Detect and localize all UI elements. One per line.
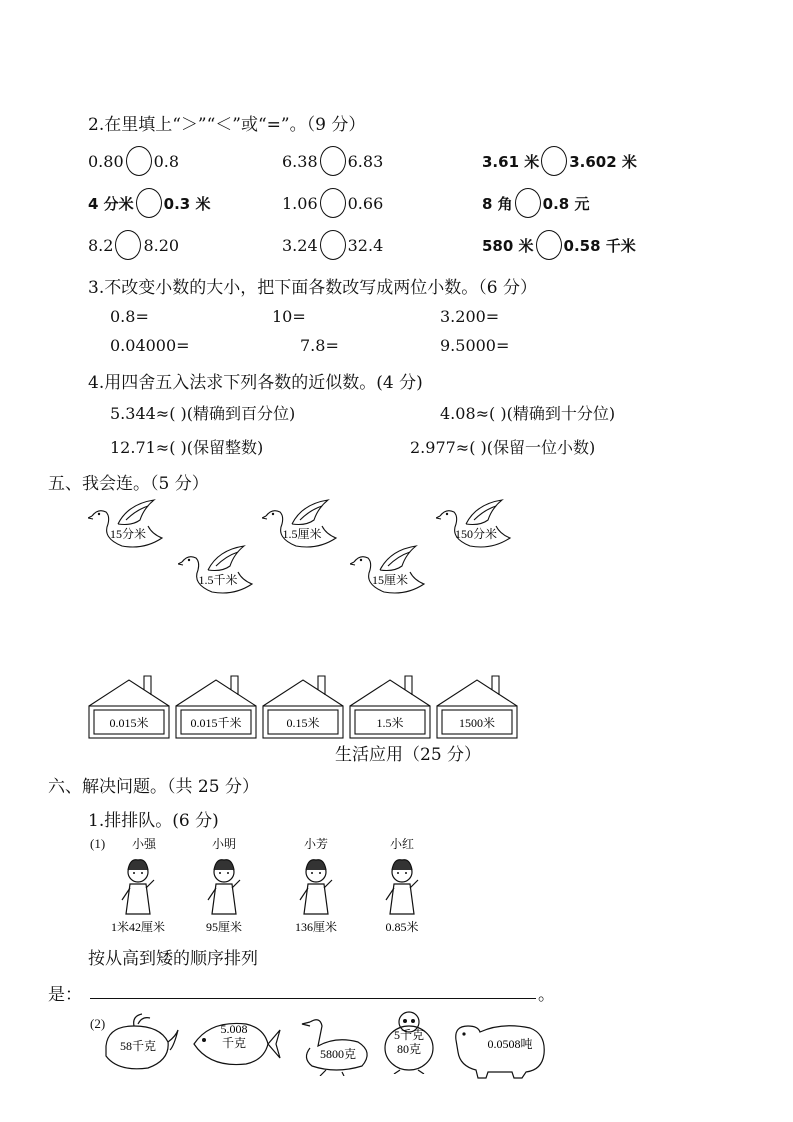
q3-item: 3.200= <box>440 307 500 326</box>
answer-circle[interactable] <box>136 188 162 218</box>
kid-eye <box>405 872 407 874</box>
comparison-item <box>88 146 179 176</box>
comparison-left: 4 分米 <box>88 194 134 213</box>
bird-beak <box>436 516 441 519</box>
whale-card <box>98 1012 180 1076</box>
q4-item: 5.344≈( )(精确到百分位) <box>110 404 296 423</box>
comparison-left: 1.06 <box>282 193 318 213</box>
comparison-left: 8.2 <box>88 235 114 255</box>
kid-name: 小明 <box>211 837 237 851</box>
life-heading: 生活应用（25 分） <box>335 745 482 765</box>
house-card[interactable] <box>262 674 344 740</box>
comparison-item <box>482 146 637 176</box>
comparison-left: 0.80 <box>88 151 124 171</box>
comparison-item <box>282 230 383 260</box>
kid-height: 136厘米 <box>294 920 338 934</box>
q4-title: 4.用四舍五入法求下列各数的近似数。(4 分) <box>88 373 423 393</box>
order-is-label: 是： <box>48 985 82 1005</box>
comparison-left: 6.38 <box>282 151 318 171</box>
house-roof <box>437 680 517 706</box>
comparison-left: 8 角 <box>482 194 513 213</box>
comparison-right: 8.20 <box>143 235 180 255</box>
bird-label: 1.5千米 <box>198 573 238 587</box>
comparison-item <box>482 188 589 218</box>
kid-eye <box>219 872 221 874</box>
q3-item: 0.04000= <box>110 336 190 355</box>
bird-card[interactable] <box>178 544 258 600</box>
whale-tail <box>168 1030 178 1050</box>
comparison-right: 0.8 元 <box>542 194 590 213</box>
answer-circle[interactable] <box>115 230 141 260</box>
house-roof <box>89 680 169 706</box>
house-roof <box>350 680 430 706</box>
kid-arms <box>300 880 332 900</box>
kid-hair <box>128 860 148 870</box>
comparison-right: 0.58 千米 <box>563 236 636 255</box>
house-roof <box>263 680 343 706</box>
hippo-body <box>456 1026 544 1078</box>
bird-label: 15分米 <box>109 527 147 541</box>
order-prompt: 按从高到矮的顺序排列 <box>88 949 258 969</box>
part1-marker: (1) <box>90 836 106 851</box>
comparison-item <box>88 230 179 260</box>
comparison-right: 0.66 <box>347 193 384 213</box>
q3-title: 3.不改变小数的大小，把下面各数改写成两位小数。（6 分） <box>88 278 537 298</box>
q4-item: 4.08≈( )(精确到十分位) <box>440 404 616 423</box>
kid-height: 0.85米 <box>385 920 419 934</box>
kid-eye <box>319 872 321 874</box>
bird-beak <box>88 516 93 519</box>
answer-circle[interactable] <box>320 188 346 218</box>
kid-height: 95厘米 <box>205 920 243 934</box>
kid-height: 1米42厘米 <box>110 920 166 934</box>
house-label: 0.015米 <box>109 716 149 730</box>
wing-feather <box>300 506 322 520</box>
hippo-eye <box>462 1032 465 1035</box>
kid-hair <box>214 860 234 870</box>
order-end: 。 <box>538 985 555 1005</box>
q4-item: 2.977≈( )(保留一位小数) <box>410 438 596 457</box>
house-card[interactable] <box>436 674 518 740</box>
comparison-item <box>282 188 383 218</box>
bird-label: 15厘米 <box>371 573 409 587</box>
wing-feather <box>474 506 496 520</box>
house-label: 1.5米 <box>376 716 404 730</box>
kid-arms <box>122 880 154 900</box>
kid-hair <box>392 860 412 870</box>
answer-circle[interactable] <box>541 146 567 176</box>
fish-tail <box>268 1030 280 1058</box>
q3-item: 10= <box>272 307 306 326</box>
bird-card[interactable] <box>262 498 342 554</box>
bird-label: 150分米 <box>454 527 498 541</box>
kid-card <box>98 834 178 934</box>
q3-item: 7.8= <box>300 336 339 355</box>
bird-eye <box>188 559 190 561</box>
bird-eye <box>98 513 100 515</box>
penguin-card <box>378 1010 440 1074</box>
answer-circle[interactable] <box>536 230 562 260</box>
fish-card <box>190 1012 282 1076</box>
comparison-left: 3.24 <box>282 235 318 255</box>
house-card[interactable] <box>349 674 431 740</box>
goose-body <box>306 1020 367 1070</box>
kid-eye <box>133 872 135 874</box>
comparison-left: 580 米 <box>482 236 534 255</box>
comparison-item <box>282 146 383 176</box>
house-roof <box>176 680 256 706</box>
comparison-right: 0.3 米 <box>163 194 211 213</box>
answer-line[interactable] <box>90 998 536 999</box>
comparison-left: 3.61 米 <box>482 152 540 171</box>
animal-weight: 58千克 <box>119 1039 157 1053</box>
section5-title: 五、我会连。（5 分） <box>48 474 209 494</box>
kid-eye <box>397 872 399 874</box>
house-label: 0.15米 <box>286 716 320 730</box>
bird-card[interactable] <box>350 544 430 600</box>
goose-beak <box>302 1022 310 1026</box>
animal-weight: 0.0508吨 <box>487 1037 533 1051</box>
comparison-item <box>88 188 210 218</box>
kid-hair <box>306 860 326 870</box>
bird-eye <box>360 559 362 561</box>
wing-feather <box>216 552 238 566</box>
q3-item: 9.5000= <box>440 336 510 355</box>
bird-card[interactable] <box>88 498 168 554</box>
bird-beak <box>262 516 267 519</box>
animal-weight: 5千克 80克 <box>393 1028 425 1056</box>
penguin-eye <box>403 1019 407 1023</box>
bird-eye <box>272 513 274 515</box>
answer-circle[interactable] <box>515 188 541 218</box>
comparison-right: 6.83 <box>347 151 384 171</box>
answer-circle[interactable] <box>320 230 346 260</box>
comparison-right: 0.8 <box>153 151 180 171</box>
bird-beak <box>178 562 183 565</box>
bird-card[interactable] <box>436 498 516 554</box>
goose-feet <box>320 1070 344 1076</box>
comparison-right: 3.602 米 <box>569 152 637 171</box>
fish-eye <box>202 1038 206 1042</box>
animal-weight: 5800克 <box>319 1047 357 1061</box>
wing-feather <box>388 552 410 566</box>
kid-name: 小红 <box>389 837 415 851</box>
answer-circle[interactable] <box>126 146 152 176</box>
kid-name: 小强 <box>131 837 157 851</box>
hippo-card <box>452 1016 548 1080</box>
answer-circle[interactable] <box>320 146 346 176</box>
whale-spout <box>134 1014 150 1026</box>
q3-item: 0.8= <box>110 307 149 326</box>
q1-title: 1.排排队。(6 分) <box>88 811 219 831</box>
bird-label: 1.5厘米 <box>282 527 322 541</box>
q2-title: 2.在里填上“＞”“＜”或“=”。（9 分） <box>88 115 366 135</box>
q4-item: 12.71≈( )(保留整数) <box>110 438 264 457</box>
kid-card <box>276 834 356 934</box>
kid-card <box>362 834 442 934</box>
comparison-item <box>482 230 636 260</box>
house-card[interactable] <box>88 674 170 740</box>
goose-card <box>296 1012 376 1076</box>
house-label: 0.015千米 <box>190 716 242 730</box>
comparison-right: 32.4 <box>347 235 384 255</box>
bird-eye <box>446 513 448 515</box>
house-label: 1500米 <box>458 716 496 730</box>
kid-eye <box>311 872 313 874</box>
kid-name: 小芳 <box>303 837 329 851</box>
section6-title: 六、解决问题。（共 25 分） <box>48 777 259 797</box>
bird-beak <box>350 562 355 565</box>
part2-marker: (2) <box>90 1016 106 1031</box>
kid-eye <box>141 872 143 874</box>
kid-eye <box>227 872 229 874</box>
wing-feather <box>126 506 148 520</box>
house-card[interactable] <box>175 674 257 740</box>
kid-card <box>184 834 264 934</box>
kid-arms <box>386 880 418 900</box>
kid-arms <box>208 880 240 900</box>
animal-weight: 5.008 千克 <box>220 1022 248 1050</box>
penguin-eye <box>411 1019 415 1023</box>
